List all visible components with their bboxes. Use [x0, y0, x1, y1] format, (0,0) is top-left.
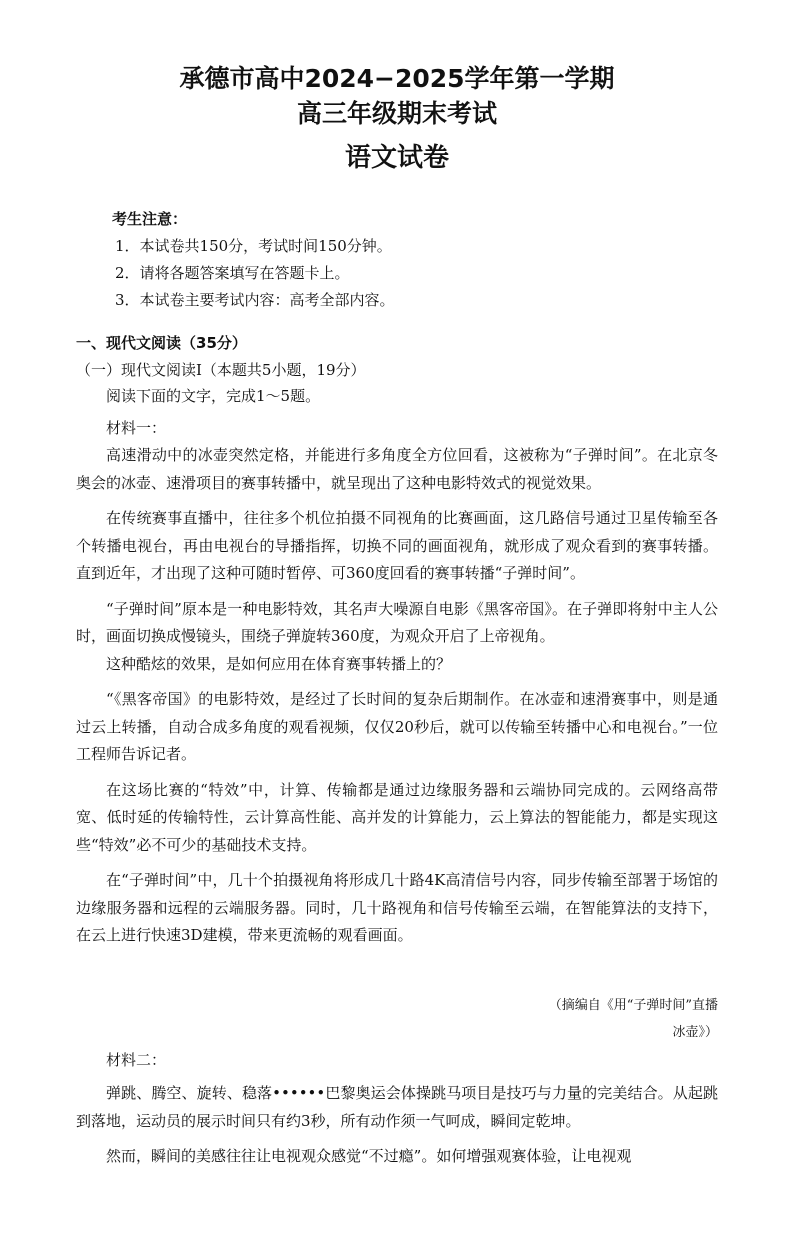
paragraph: 然而，瞬间的美感往往让电视观众感觉“不过瘾”。如何增强观赛体验，让电视观	[106, 1147, 632, 1165]
material-label: 材料一：	[106, 419, 167, 437]
exam-title-line1: 承德市高中2024−2025学年第一学期	[179, 64, 615, 93]
section-title: 一、现代文阅读（35分）	[76, 334, 247, 352]
paragraph: 在“子弹时间”中，几十个拍摄视角将形成几十路4K高清信号内容，同步传输至部署于场馆的边缘服务器和远程的云端服务器。同时，几十路视角和信号传输至云端，在智能算法的支持下，在云上进行快速3D建模，带来更流畅的观看画面。	[76, 871, 718, 944]
material-label: 材料二：	[106, 1051, 167, 1069]
section-instruction: 阅读下面的文字，完成1～5题。	[106, 387, 321, 405]
material2-body	[76, 1080, 718, 1171]
section-subtitle: （一）现代文阅读I（本题共5小题，19分）	[76, 361, 366, 379]
notice-item: 2．请将各题答案填写在答题卡上。	[115, 264, 350, 282]
exam-title-line2: 高三年级期末考试	[296, 99, 497, 128]
source-line: （摘编自《用“子弹时间”直播	[548, 998, 718, 1013]
notice-item: 3．本试卷主要考试内容：高考全部内容。	[115, 291, 395, 309]
source-citation	[458, 992, 718, 1046]
material1-body	[76, 442, 718, 950]
source-line: 冰壶》）	[672, 1025, 718, 1040]
paragraph: “子弹时间”原本是一种电影特效，其名声大噪源自电影《黑客帝国》。在子弹即将射中主人公时，画面切换成慢镜头，围绕子弹旋转360度，为观众开启了上帝视角。	[76, 599, 718, 645]
notice-heading: 考生注意：	[112, 210, 188, 228]
paragraph: 在这场比赛的“特效”中，计算、传输都是通过边缘服务器和云端协同完成的。云网络高带宽、低时延的传输特性，云计算高性能、高并发的计算能力，云上算法的智能能力，都是实现这些“特效”必不可少的基础技术支持。	[76, 780, 718, 854]
paragraph: 高速滑动中的冰壶突然定格，并能进行多角度全方位回看，这被称为“子弹时间”。在北京冬奥会的冰壶、速滑项目的赛事转播中，就呈现出了这种电影特效式的视觉效果。	[76, 446, 718, 492]
paragraph: 这种酷炫的效果，是如何应用在体育赛事转播上的？	[106, 654, 452, 673]
exam-subject-title: 语文试卷	[344, 143, 449, 173]
candidate-notice	[112, 206, 395, 314]
paragraph: 在传统赛事直播中，往往多个机位拍摄不同视角的比赛画面，这几路信号通过卫星传输至各个转播电视台，再由电视台的导播指挥，切换不同的画面视角，就形成了观众看到的赛事转播。直到近年，才出现了这种可随时暂停、可360度回看的赛事转播“子弹时间”。	[76, 509, 718, 582]
paragraph: 弹跳、腾空、旋转、稳落••••••巴黎奥运会体操跳马项目是技巧与力量的完美结合。从起跳到落地，运动员的展示时间只有约3秒，所有动作须一气呵成，瞬间定乾坤。	[76, 1084, 718, 1130]
paragraph: “《黑客帝国》的电影特效，是经过了长时间的复杂后期制作。在冰壶和速滑赛事中，则是通过云上转播，自动合成多角度的观看视频，仅仅20秒后，就可以传输至转播中心和电视台。”一位工程师告诉记者。	[76, 690, 718, 763]
notice-item: 1．本试卷共150分，考试时间150分钟。	[115, 237, 392, 255]
